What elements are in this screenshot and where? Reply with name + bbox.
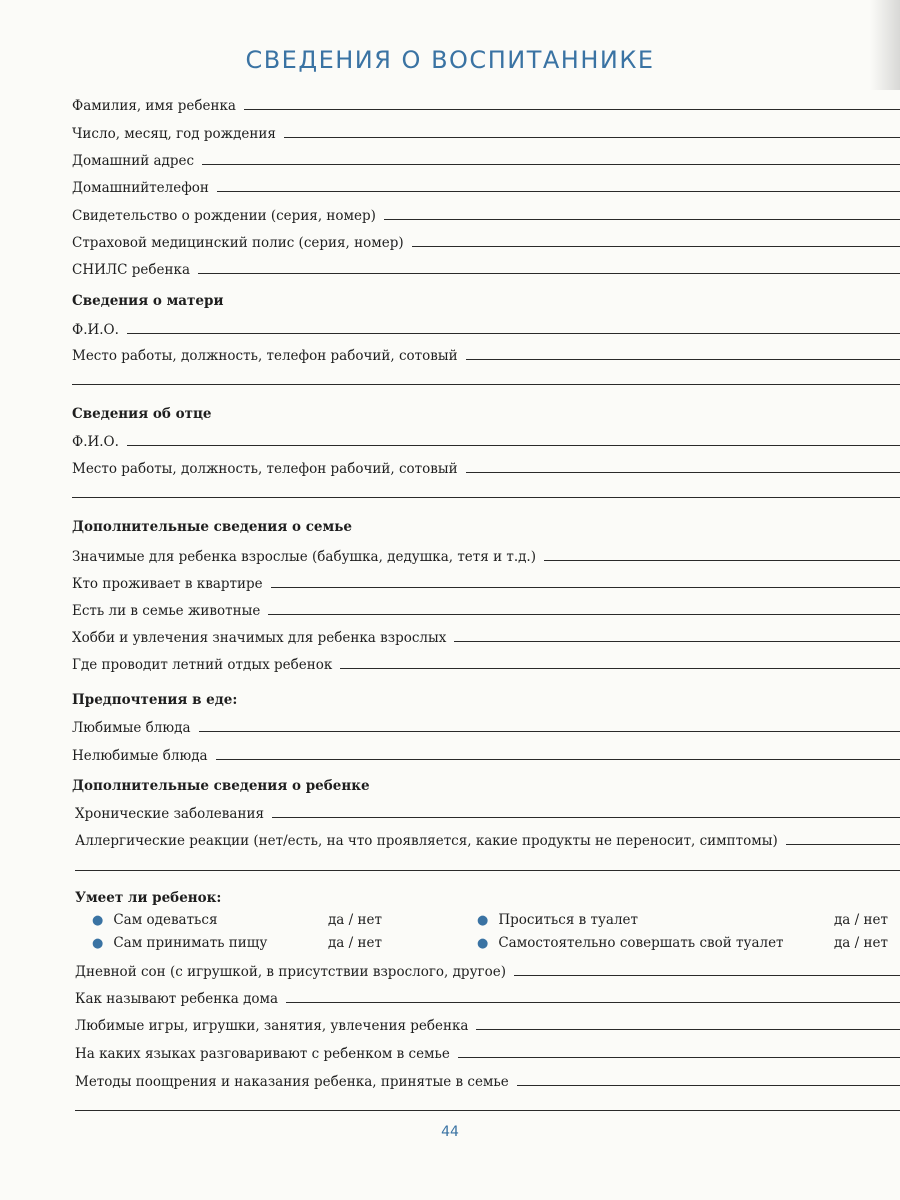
field-label: Домашний адрес bbox=[72, 153, 195, 169]
field-label: Хобби и увлечения значимых для ребенка взрослых bbox=[72, 630, 447, 646]
fill-line[interactable] bbox=[127, 445, 900, 446]
fill-line[interactable] bbox=[454, 641, 900, 642]
field-label: СНИЛС ребенка bbox=[72, 262, 190, 278]
child-extra-section-heading: Дополнительные сведения о ребенке bbox=[72, 778, 370, 794]
field-label: Аллергические реакции (нет/есть, на что проявляется, какие продукты не переносит, симптомы) bbox=[75, 833, 778, 849]
fill-line[interactable] bbox=[271, 587, 900, 588]
allergies-field[interactable] bbox=[75, 827, 900, 849]
fill-line[interactable] bbox=[217, 191, 900, 192]
fill-line[interactable] bbox=[476, 1029, 900, 1030]
field-label: Свидетельство о рождении (серия, номер) bbox=[72, 208, 376, 224]
chronic-diseases-field[interactable] bbox=[75, 800, 900, 822]
snils-field[interactable] bbox=[72, 256, 900, 278]
field-label: Ф.И.О. bbox=[72, 322, 119, 338]
page-number: 44 bbox=[441, 1124, 459, 1140]
child-name-field[interactable] bbox=[72, 92, 900, 114]
fill-line[interactable] bbox=[412, 246, 900, 247]
field-label: Методы поощрения и наказания ребенка, принятые в семье bbox=[75, 1074, 509, 1090]
field-label: На каких языках разговаривают с ребенком в семье bbox=[75, 1046, 450, 1062]
skill-label: Проситься в туалет bbox=[498, 912, 639, 928]
field-label: Где проводит летний отдых ребенок bbox=[72, 657, 333, 673]
home-name-field[interactable] bbox=[75, 985, 900, 1007]
field-label: Любимые игры, игрушки, занятия, увлечения ребенка bbox=[75, 1018, 469, 1034]
favorite-dishes-field[interactable] bbox=[72, 714, 900, 736]
home-address-field[interactable] bbox=[72, 147, 900, 169]
field-label: Место работы, должность, телефон рабочий, сотовый bbox=[72, 348, 458, 364]
skill-toilet-ask bbox=[477, 912, 638, 928]
fill-line[interactable] bbox=[216, 759, 900, 760]
fill-line[interactable] bbox=[384, 219, 900, 220]
father-name-field[interactable] bbox=[72, 428, 900, 450]
skill-toilet-ask-options[interactable]: да / нет bbox=[834, 912, 888, 928]
favorite-games-field[interactable] bbox=[75, 1012, 900, 1034]
disliked-dishes-field[interactable] bbox=[72, 742, 900, 764]
field-label: Место работы, должность, телефон рабочий, сотовый bbox=[72, 461, 458, 477]
field-label: Нелюбимые блюда bbox=[72, 748, 208, 764]
food-section-heading: Предпочтения в еде: bbox=[72, 692, 238, 708]
page-title: СВЕДЕНИЯ О ВОСПИТАННИКЕ bbox=[245, 46, 655, 74]
skill-toilet-self-options[interactable]: да / нет bbox=[834, 935, 888, 951]
skill-label: Самостоятельно совершать свой туалет bbox=[498, 935, 784, 951]
skill-label: Сам принимать пищу bbox=[113, 935, 268, 951]
fill-line[interactable] bbox=[340, 668, 900, 669]
residents-field[interactable] bbox=[72, 570, 900, 592]
fill-line[interactable] bbox=[466, 472, 900, 473]
field-label: Хронические заболевания bbox=[75, 806, 264, 822]
birth-date-field[interactable] bbox=[72, 120, 900, 142]
reward-extra-line[interactable] bbox=[75, 1110, 900, 1111]
skill-label: Сам одеваться bbox=[113, 912, 218, 928]
skill-eat bbox=[92, 935, 267, 951]
fill-line[interactable] bbox=[514, 975, 900, 976]
skill-eat-options[interactable]: да / нет bbox=[328, 935, 382, 951]
mother-work-field[interactable] bbox=[72, 342, 900, 364]
fill-line[interactable] bbox=[268, 614, 900, 615]
field-label: Число, месяц, год рождения bbox=[72, 126, 276, 142]
daytime-sleep-field[interactable] bbox=[75, 958, 900, 980]
bullet-icon: ● bbox=[477, 935, 489, 951]
insurance-policy-field[interactable] bbox=[72, 229, 900, 251]
fill-line[interactable] bbox=[286, 1002, 900, 1003]
bullet-icon: ● bbox=[92, 912, 104, 928]
page-edge-shadow bbox=[870, 0, 900, 90]
languages-field[interactable] bbox=[75, 1040, 900, 1062]
field-label: Кто проживает в квартире bbox=[72, 576, 263, 592]
field-label: Дневной сон (с игрушкой, в присутствии взрослого, другое) bbox=[75, 964, 506, 980]
mother-extra-line[interactable] bbox=[72, 384, 900, 385]
fill-line[interactable] bbox=[466, 359, 900, 360]
fill-line[interactable] bbox=[127, 333, 900, 334]
significant-adults-field[interactable] bbox=[72, 543, 900, 565]
fill-line[interactable] bbox=[244, 109, 900, 110]
father-extra-line[interactable] bbox=[72, 497, 900, 498]
field-label: Домашнийтелефон bbox=[72, 180, 209, 196]
skills-section-heading: Умеет ли ребенок: bbox=[75, 890, 222, 906]
pets-field[interactable] bbox=[72, 597, 900, 619]
skill-dress-options[interactable]: да / нет bbox=[328, 912, 382, 928]
fill-line[interactable] bbox=[199, 731, 900, 732]
father-section-heading: Сведения об отце bbox=[72, 406, 212, 422]
fill-line[interactable] bbox=[198, 273, 900, 274]
field-label: Значимые для ребенка взрослые (бабушка, дедушка, тетя и т.д.) bbox=[72, 549, 536, 565]
field-label: Любимые блюда bbox=[72, 720, 191, 736]
reward-punishment-field[interactable] bbox=[75, 1068, 900, 1090]
bullet-icon: ● bbox=[92, 935, 104, 951]
field-label: Как называют ребенка дома bbox=[75, 991, 279, 1007]
summer-vacation-field[interactable] bbox=[72, 651, 900, 673]
field-label: Есть ли в семье животные bbox=[72, 603, 261, 619]
field-label: Ф.И.О. bbox=[72, 434, 119, 450]
field-label: Фамилия, имя ребенка bbox=[72, 98, 236, 114]
allergies-extra-line[interactable] bbox=[75, 870, 900, 871]
home-phone-field[interactable] bbox=[72, 174, 900, 196]
fill-line[interactable] bbox=[272, 817, 900, 818]
field-label: Страховой медицинский полис (серия, номер) bbox=[72, 235, 404, 251]
fill-line[interactable] bbox=[786, 844, 900, 845]
fill-line[interactable] bbox=[202, 164, 900, 165]
fill-line[interactable] bbox=[284, 137, 900, 138]
adult-hobbies-field[interactable] bbox=[72, 624, 900, 646]
fill-line[interactable] bbox=[517, 1085, 900, 1086]
skill-dress bbox=[92, 912, 218, 928]
bullet-icon: ● bbox=[477, 912, 489, 928]
family-section-heading: Дополнительные сведения о семье bbox=[72, 519, 352, 535]
mother-name-field[interactable] bbox=[72, 316, 900, 338]
birth-certificate-field[interactable] bbox=[72, 202, 900, 224]
fill-line[interactable] bbox=[458, 1057, 900, 1058]
skill-toilet-self bbox=[477, 935, 784, 951]
father-work-field[interactable] bbox=[72, 455, 900, 477]
fill-line[interactable] bbox=[544, 560, 900, 561]
mother-section-heading: Сведения о матери bbox=[72, 293, 224, 309]
